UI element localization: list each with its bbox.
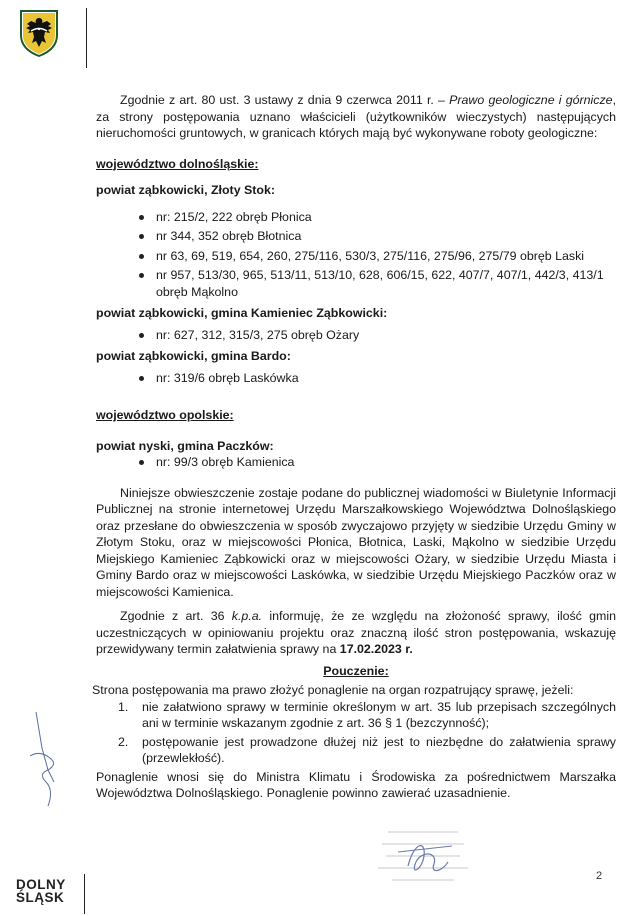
parcel-list	[96, 370, 616, 387]
notice-closing: Ponaglenie wnosi się do Ministra Klimatu i Środowiska za pośrednictwem Marszałka Województwa Dolnośląskiego. Ponaglenie powinno zawierać uzasadnienie.	[96, 769, 616, 800]
rights-item-text: postępowanie jest prowadzone dłużej niż jest to niezbędne do załatwienia sprawy (przewlekłość).	[142, 734, 616, 765]
rights-item	[118, 699, 616, 732]
signature-mark-icon	[28, 710, 68, 810]
header-divider	[86, 8, 87, 68]
rights-item-number: 2.	[118, 734, 129, 749]
intro-rest: , za strony postępowania uznano właścicieli (użytkowników wieczystych) następujących nieruchomości gruntowych, w granicach których mają być wykonywane roboty geologiczne:	[96, 93, 617, 140]
parcel-item: nr: 99/3 obręb Kamienica	[139, 454, 616, 471]
rights-item	[118, 734, 616, 767]
footer-divider	[84, 874, 85, 914]
county-heading: powiat ząbkowicki, gmina Bardo:	[96, 349, 291, 363]
rights-list	[96, 699, 616, 767]
rights-item-text: nie załatwiono sprawy w terminie określonym w art. 35 lub przepisach szczególnych ani w terminie wskazanym zgodnie z art. 36 § 1 (bezczynność);	[142, 699, 616, 730]
deadline-middle: informuję, że ze względu na złożoność sprawy, ilość gmin uczestniczących w opiniowaniu projektu oraz znaczną ilość stron postępowania, wskazuję przewidywany termin załatwienia sprawy na	[96, 609, 616, 656]
parcel-item: nr 344, 352 obręb Błotnica	[139, 228, 616, 245]
intro-lead: Zgodnie z art. 80 ust. 3 ustawy z dnia 9 czerwca 2011 r. –	[120, 93, 450, 107]
county-heading: powiat ząbkowicki, gmina Kamieniec Ząbkowicki:	[96, 306, 388, 320]
parcel-list	[96, 327, 616, 344]
page-number: 2	[596, 870, 603, 882]
parcel-item: nr: 627, 312, 315/3, 275 obręb Ożary	[139, 327, 616, 344]
deadline-paragraph	[96, 608, 616, 658]
official-stamp-icon	[368, 822, 478, 892]
notice-lead: Strona postępowania ma prawo złożyć ponaglenie na organ rozpatrujący sprawę, jeżeli:	[92, 683, 574, 697]
notice-title: Pouczenie:	[323, 663, 389, 678]
intro-paragraph	[96, 92, 616, 142]
deadline-date: 17.02.2023 r.	[339, 642, 413, 656]
document-body	[92, 92, 617, 802]
rights-item-number: 1.	[118, 699, 129, 714]
parcel-list	[96, 454, 616, 471]
publication-paragraph: Niniejsze obwieszczenie zostaje podane do publicznej wiadomości w Biuletynie Informacji Publicznej na stronie internetowej Urzędu Marszałkowskiego Województwa Dolnośląskiego oraz przesłane do obwieszczenia w sposób zwyczajowo przyjęty w siedzibie Urzędu Gminy w Złotym Stoku, oraz w miejscowości Płonica, Błotnica, Laski, Mąkolno w siedzibie Urzędu Miejskiego Kamieniec Ząbkowicki oraz w miejscowości Ożary, w siedzibie Urzędu Miasta i Gminy Bardo oraz w miejscowości Laskówka, w siedzibie Urzędu Miejskiego Paczków oraz w miejscowości Kamienica.	[96, 485, 616, 599]
county-heading: powiat nyski, gmina Paczków:	[96, 438, 274, 453]
region-heading: województwo dolnośląskie:	[96, 156, 259, 171]
silesia-eagle-crest-icon	[19, 9, 59, 57]
parcel-list	[96, 209, 616, 301]
dolny-slask-logo	[16, 878, 66, 904]
act-title: Prawo geologiczne i górnicze	[449, 93, 613, 107]
county-heading: powiat ząbkowicki, Złoty Stok:	[96, 183, 275, 197]
deadline-lead: Zgodnie z art. 36	[120, 609, 232, 623]
parcel-item: nr 63, 69, 519, 654, 260, 275/116, 530/3, 275/116, 275/96, 275/79 obręb Laski	[139, 248, 616, 265]
parcel-item: nr: 319/6 obręb Laskówka	[139, 370, 616, 387]
logo-line-2: ŚLĄSK	[16, 890, 65, 905]
kpa-abbreviation: k.p.a.	[231, 609, 263, 623]
logo-line-1: DOLNY	[16, 877, 66, 892]
parcel-item: nr: 215/2, 222 obręb Płonica	[139, 209, 616, 226]
region-heading: województwo opolskie:	[96, 408, 234, 422]
parcel-item: nr 957, 513/30, 965, 513/11, 513/10, 628, 606/15, 622, 407/7, 407/1, 442/3, 413/1 obręb Mąkolno	[139, 267, 616, 300]
